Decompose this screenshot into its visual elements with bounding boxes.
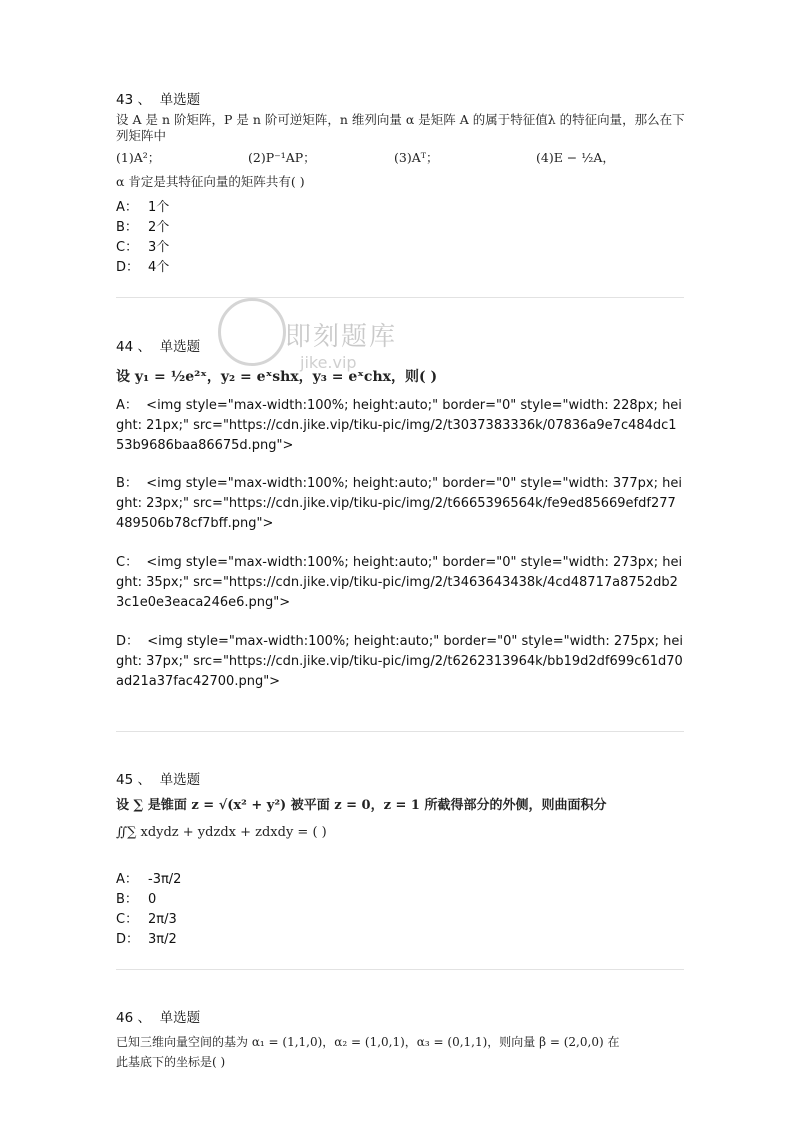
option-label: C： bbox=[116, 912, 139, 927]
option-label: C： bbox=[116, 240, 139, 255]
option-d[interactable] bbox=[116, 930, 684, 950]
stem-line: 已知三维向量空间的基为 α₁ = (1,1,0)，α₂ = (1,0,1)，α₃ = (0,1,1)，则向量 β = (2,0,0) 在 bbox=[116, 1035, 620, 1049]
stem-line: α 肯定是其特征向量的矩阵共有( ) bbox=[116, 174, 305, 189]
divider bbox=[116, 969, 684, 970]
option-label: D： bbox=[116, 260, 140, 275]
option-text: 1个 bbox=[148, 200, 170, 215]
option-a[interactable] bbox=[116, 870, 684, 890]
question-type: 单选题 bbox=[159, 339, 201, 355]
question-45-stem bbox=[116, 796, 684, 844]
option-label: D： bbox=[116, 932, 140, 947]
question-type: 单选题 bbox=[159, 772, 201, 788]
stem-items bbox=[116, 150, 684, 166]
option-c[interactable] bbox=[116, 910, 684, 930]
stem-line: 此基底下的坐标是( ) bbox=[116, 1055, 226, 1069]
option-text: 3π/2 bbox=[148, 932, 177, 947]
watermark bbox=[210, 288, 450, 378]
stem-line: 设 y₁ = ½e²ˣ，y₂ = eˣshx，y₃ = eˣchx，则( ) bbox=[116, 369, 438, 385]
question-separator: 、 bbox=[137, 1010, 151, 1026]
divider bbox=[116, 731, 684, 732]
stem-item: (4)E − ½A， bbox=[536, 150, 615, 165]
option-label: A： bbox=[116, 398, 138, 413]
option-label: A： bbox=[116, 872, 138, 887]
stem-line: ∬∑ xdydz + ydzdx + zdxdy = ( ) bbox=[116, 825, 327, 840]
option-label: D： bbox=[116, 634, 140, 649]
question-separator: 、 bbox=[137, 92, 151, 108]
question-type: 单选题 bbox=[159, 1010, 201, 1026]
option-b[interactable] bbox=[116, 474, 684, 534]
option-text: -3π/2 bbox=[148, 872, 182, 887]
option-text: 3个 bbox=[148, 240, 170, 255]
question-45-header bbox=[116, 768, 200, 788]
option-text: 2π/3 bbox=[148, 912, 177, 927]
question-46-stem bbox=[116, 1032, 684, 1072]
panda-logo-icon bbox=[218, 298, 286, 366]
option-label: B： bbox=[116, 220, 138, 235]
question-44-header bbox=[116, 335, 200, 355]
option-a[interactable] bbox=[116, 396, 684, 456]
stem-item: (2)P⁻¹AP； bbox=[248, 150, 316, 165]
option-b[interactable] bbox=[116, 890, 684, 910]
stem-line: 列矩阵中 bbox=[116, 128, 167, 143]
option-label: A： bbox=[116, 200, 138, 215]
question-type: 单选题 bbox=[159, 92, 201, 108]
option-c[interactable] bbox=[116, 238, 684, 258]
question-43-header bbox=[116, 88, 200, 108]
option-text: <img style="max-width:100%; height:auto;" border="0" style="width: 377px; height: 23px;" src="https://cdn.jike.vip/tiku-pic/img/2/t6665396564k/fe9ed85669efdf277489506b78cf7bff.png"> bbox=[116, 476, 682, 531]
question-separator: 、 bbox=[137, 772, 151, 788]
stem-item: (3)Aᵀ； bbox=[394, 150, 439, 165]
option-text: <img style="max-width:100%; height:auto;" border="0" style="width: 273px; height: 35px;" src="https://cdn.jike.vip/tiku-pic/img/2/t3463643438k/4cd48717a8752db23c1e0e3eaca246e6.png"> bbox=[116, 555, 683, 610]
option-c[interactable] bbox=[116, 553, 684, 613]
option-d[interactable] bbox=[116, 632, 684, 692]
option-text: <img style="max-width:100%; height:auto;" border="0" style="width: 228px; height: 21px;" src="https://cdn.jike.vip/tiku-pic/img/2/t3037383336k/07836a9e7c484dc153b9686baa86675d.png"> bbox=[116, 398, 682, 453]
watermark-url: jike.vip bbox=[300, 353, 357, 372]
option-b[interactable] bbox=[116, 218, 684, 238]
option-text: 0 bbox=[148, 892, 157, 907]
question-number: 44 bbox=[116, 339, 134, 355]
option-label: C： bbox=[116, 555, 139, 570]
option-label: B： bbox=[116, 892, 138, 907]
option-text: <img style="max-width:100%; height:auto;" border="0" style="width: 275px; height: 37px;" src="https://cdn.jike.vip/tiku-pic/img/2/t6262313964k/bb19d2df699c61d70ad21a37fac42700.png"> bbox=[116, 634, 684, 689]
question-43-stem bbox=[116, 112, 684, 190]
stem-item: (1)A²； bbox=[116, 150, 161, 165]
option-text: 4个 bbox=[148, 260, 170, 275]
stem-line: 设 ∑ 是锥面 z = √(x² + y²) 被平面 z = 0，z = 1 所截得部分的外侧，则曲面积分 bbox=[116, 798, 607, 813]
question-separator: 、 bbox=[137, 339, 151, 355]
question-number: 45 bbox=[116, 772, 134, 788]
stem-line: 设 A 是 n 阶矩阵，P 是 n 阶可逆矩阵，n 维列向量 α 是矩阵 A 的属于特征值λ 的特征向量，那么在下 bbox=[116, 112, 685, 127]
option-d[interactable] bbox=[116, 258, 684, 278]
question-number: 43 bbox=[116, 92, 134, 108]
watermark-text: 即刻题库 bbox=[285, 322, 398, 352]
option-label: B： bbox=[116, 476, 138, 491]
question-46-header bbox=[116, 1006, 200, 1026]
question-number: 46 bbox=[116, 1010, 134, 1026]
option-text: 2个 bbox=[148, 220, 170, 235]
option-a[interactable] bbox=[116, 198, 684, 218]
